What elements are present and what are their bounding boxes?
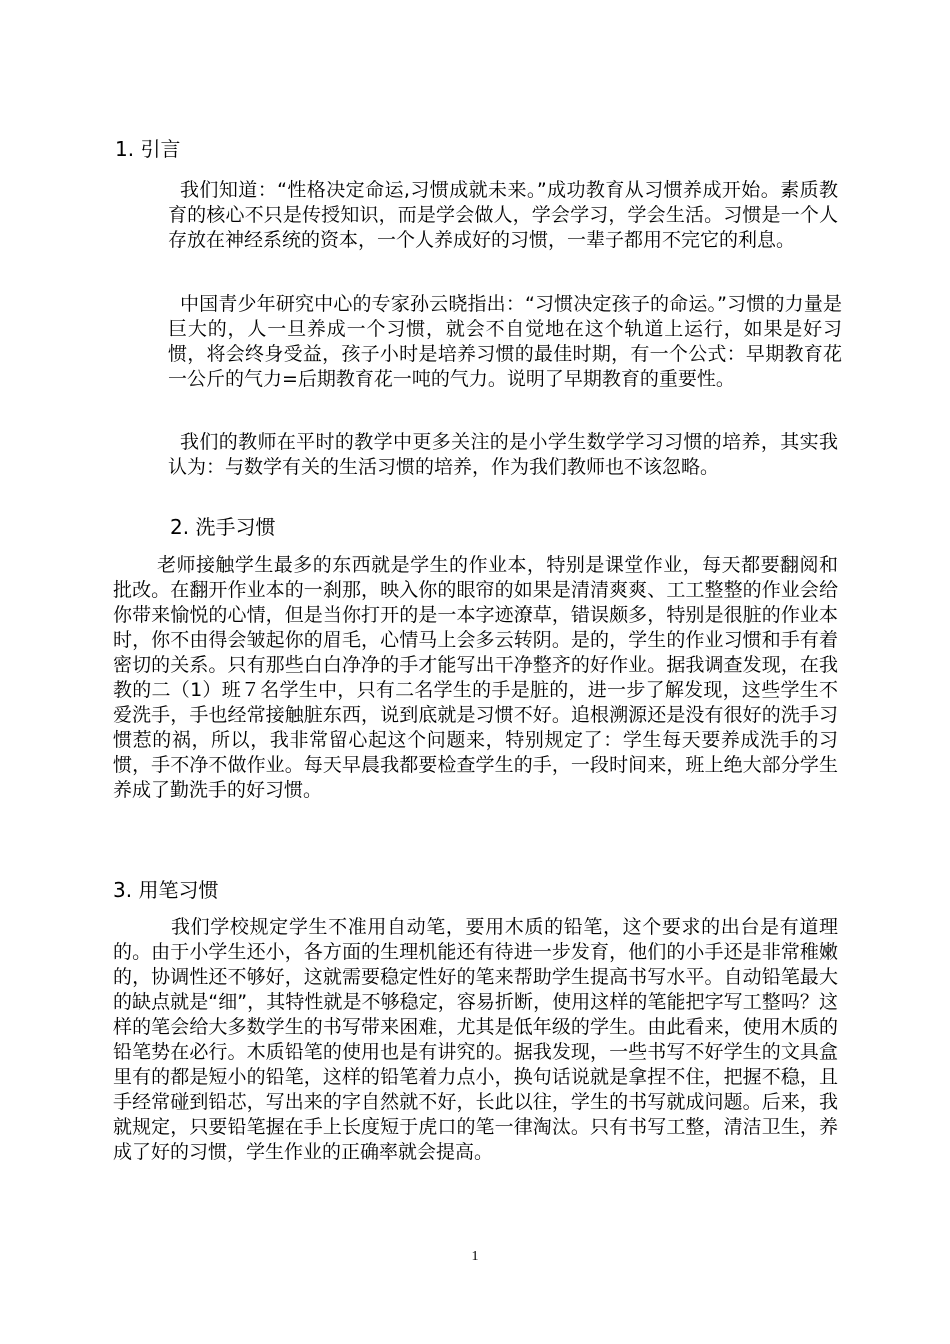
page-number: 1 — [471, 1249, 479, 1264]
section-heading-intro: 1. 引言 — [115, 137, 181, 161]
paragraph-intro-1: 我们知道：“性格决定命运,习惯成就未来。”成功教育从习惯养成开始。素质教育的核心不只是传授知识，而是学会做人，学会学习，学会生活。习惯是一个人存放在神经系统的资本，一个人养成好的习惯，一辈子都用不完它的利息。 — [168, 179, 838, 251]
paragraph-handwashing: 老师接触学生最多的东西就是学生的作业本，特别是课堂作业，每天都要翻阅和批改。在翻开作业本的一刹那，映入你的眼帘的如果是清清爽爽、工工整整的作业会给你带来愉悦的心情，但是当你打开的是一本字迹潦草，错误颇多，特别是很脏的作业本时，你不由得会皱起你的眉毛，心情马上会多云转阴。是的，学生的作业习惯和手有着密切的关系。只有那些白白净净的手才能写出干净整齐的好作业。据我调查发现，在我教的二（1）班７名学生中，只有二名学生的手是脏的，进一步了解发现，这些学生不爱洗手，手也经常接触脏东西，说到底就是习惯不好。追根溯源还是没有很好的洗手习惯惹的祸，所以，我非常留心起这个问题来，特别规定了：学生每天要养成洗手的习惯，手不净不做作业。每天早晨我都要检查学生的手，一段时间来，班上绝大部分学生养成了勤洗手的好习惯。 — [113, 554, 838, 801]
paragraph-intro-2: 中国青少年研究中心的专家孙云晓指出：“习惯决定孩子的命运。”习惯的力量是巨大的，人一旦养成一个习惯，就会不自觉地在这个轨道上运行，如果是好习惯，将会终身受益，孩子小时是培养习惯的最佳时期，有一个公式：早期教育花一公斤的气力=后期教育花一吨的气力。说明了早期教育的重要性。 — [168, 293, 842, 390]
paragraph-pen-usage: 我们学校规定学生不准用自动笔，要用木质的铅笔，这个要求的出台是有道理的。由于小学生还小，各方面的生理机能还有待进一步发育，他们的小手还是非常稚嫩的，协调性还不够好，这就需要稳定性好的笔来帮助学生提高书写水平。自动铅笔最大的缺点就是“细”，其特性就是不够稳定，容易折断，使用这样的笔能把字写工整吗？这样的笔会给大多数学生的书写带来困难，尤其是低年级的学生。由此看来，使用木质的铅笔势在必行。木质铅笔的使用也是有讲究的。据我发现，一些书写不好学生的文具盒里有的都是短小的铅笔，这样的铅笔着力点小，换句话说就是拿捏不住，把握不稳，且手经常碰到铅芯，写出来的字自然就不好，长此以往，学生的书写就成问题。后来，我就规定，只要铅笔握在手上长度短于虎口的笔一律淘汰。只有书写工整，清洁卫生，养成了好的习惯，学生作业的正确率就会提高。 — [113, 916, 838, 1163]
paragraph-intro-3: 我们的教师在平时的教学中更多关注的是小学生数学学习习惯的培养，其实我认为：与数学有关的生活习惯的培养，作为我们教师也不该忽略。 — [168, 431, 838, 478]
section-heading-pen-usage: 3. 用笔习惯 — [113, 878, 219, 902]
section-heading-handwashing: 2. 洗手习惯 — [170, 515, 276, 539]
